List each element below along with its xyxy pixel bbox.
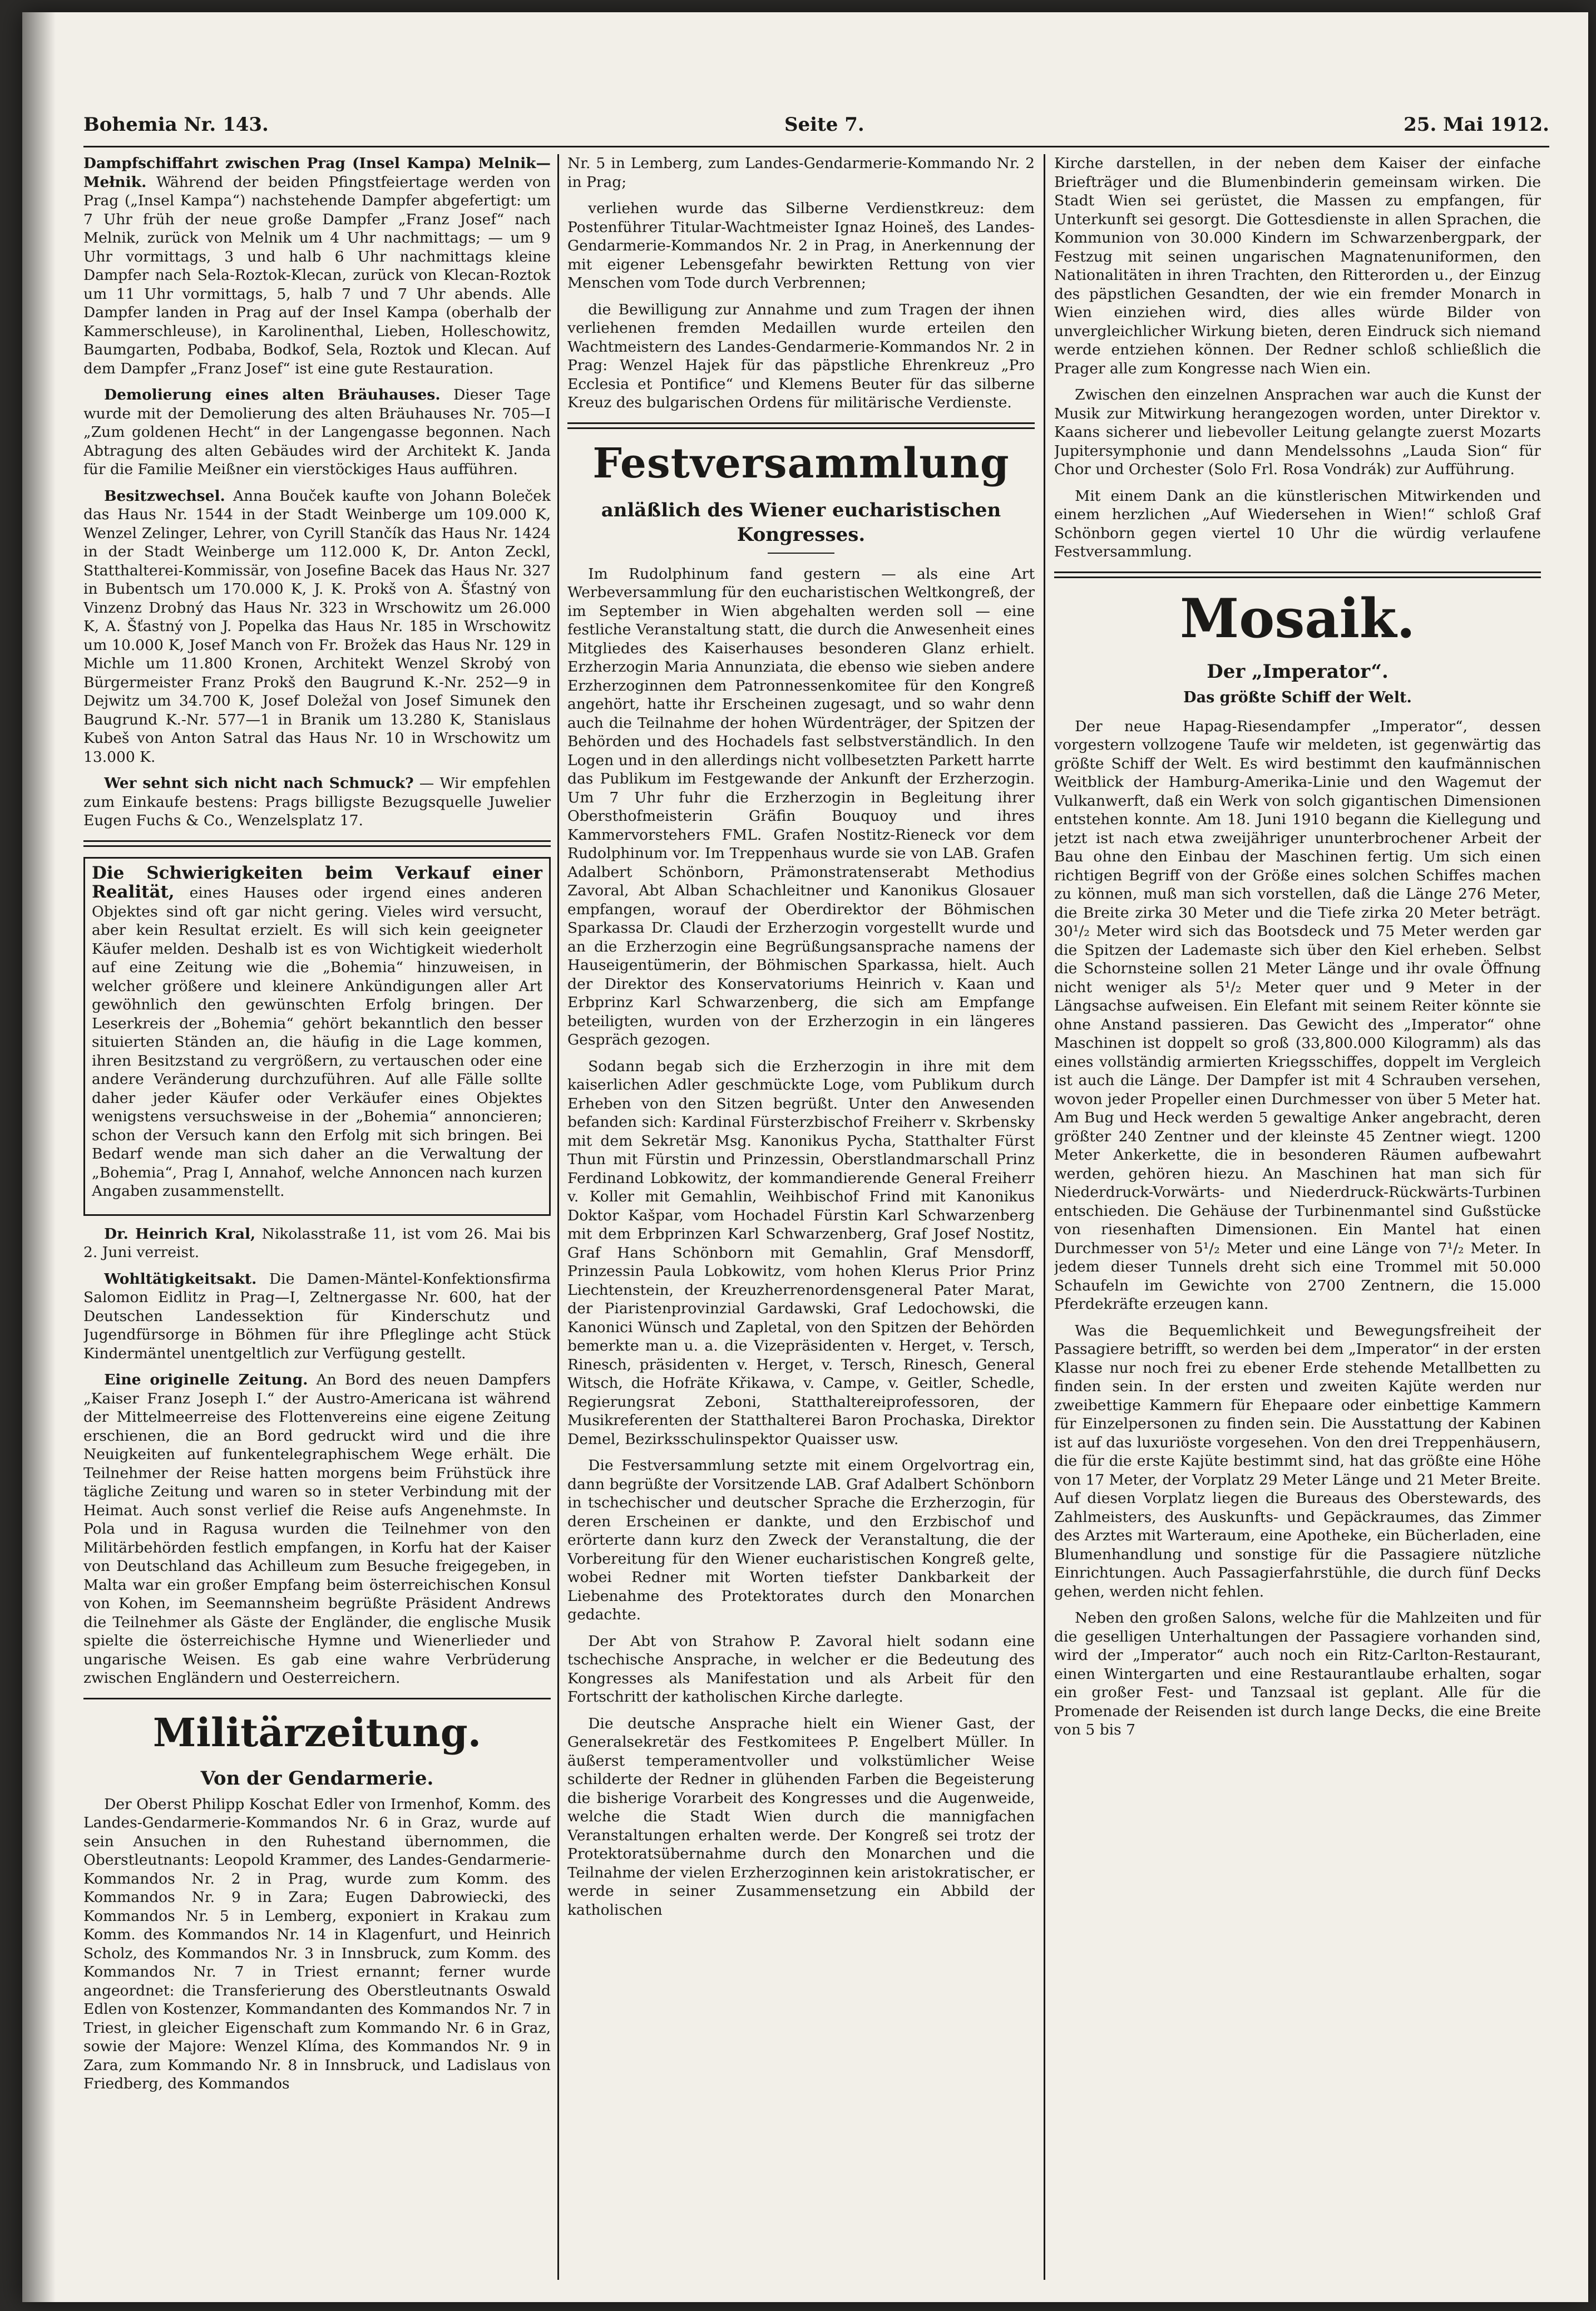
subheading-kongress: anläßlich des Wiener eucharistischen Kongresses.	[601, 499, 1001, 546]
section-heading-militaerzeitung: Militärzeitung.	[152, 1709, 482, 1756]
article-festversammlung: Sodann begab sich die Erzherzogin in ihre mit dem kaiserlichen Adler geschmückte Loge, vom Publikum durch Erheben von den Sitzen begrüßt. Unter den Anwesenden befanden sich: Kardinal Fürsterzbischof Freiherr v. Skrbensky mit dem Sekretär Msg. Kanonikus Pycha, Statthalter Fürst Thun mit Fürstin und Prinzessin, Oberstlandmarschall Prinz Ferdinand Lobkowitz, der kommandierende General Freiherr v. Koller mit Gemahlin, Weihbischof Frind mit Kanonikus Doktor Kašpar, vom Hochadel Fürstin Karl Schwarzenberg mit dem Erbprinzen Karl Schwarzenberg, Graf Josef Nostitz, Graf Hans Schönborn mit Gemahlin, Graf Mensdorff, Prinzessin Paula Lobkowitz, vom hohen Klerus Prior Prinz Liechtenstein, der Kreuzherrenordensgeneral Pater Marat, der Piaristenprovinzial Gardawski, Graf Ledochowski, die Kanonici Wünsch und Zapletal, von den Spitzen der Behörden bemerkte man u. a. die Vizepräsidenten v. Herget, v. Tersch, Rinesch, präsidenten v. Herget, v. Tersch, Rinesch, General Witsch, die Hofräte Křikawa, v. Campe, v. Geitler, Schedle, Regierungsrat Zeboni, Statthaltereiprofessoren, der Musikreferenten der Statthalterei Baron Prochaska, Direktor Demel, Bezirksschulinspektor Quaisser usw.	[567, 1057, 1035, 1448]
column-1	[83, 154, 551, 2280]
article-gendarmerie: Der Oberst Philipp Koschat Edler von Irmenhof, Komm. des Landes-Gendarmerie-Kommandos Nr. 6 in Graz, wurde auf sein Ansuchen in den Ruhestand übernommen, die Oberstleutnants: Leopold Krammer, des Landes-Gendarmerie-Kommandos Nr. 2 in Prag, wurde zum Komm. des Kommandos Nr. 9 in Zara; Eugen Dabrowiecki, des Kommandos Nr. 5 in Lemberg, exponiert in Krakau zum Komm. des Kommandos Nr. 14 in Klagenfurt, und Heinrich Scholz, des Kommandos Nr. 3 in Innsbruck, zum Komm. des Kommandos Nr. 7 in Triest ernannt; ferner wurde angeordnet: die Transferierung des Oberstleutnants Oswald Edlen von Kostenzer, Kommandanten des Kommandos Nr. 7 in Triest, in gleicher Eigenschaft zum Kommando Nr. 6 in Graz, sowie der Majore: Wenzel Klíma, des Kommandos Nr. 9 in Zara, zum Kommando Nr. 8 in Innsbruck, und Ladislaus von Friedberg, des Kommandos	[83, 1795, 551, 2092]
divider	[1054, 571, 1541, 578]
article-imperator: Neben den großen Salons, welche für die Mahlzeiten und für die geselligen Unterhaltungen der Passagiere vorhanden sind, wird der „Imperator“ auch noch ein Ritz-Carlton-Restaurant, einen Wintergarten und eine Restaurantlaube erhalten, sogar ein großer Fest- und Tanzsaal ist geplant. Alle für die Promenade der Reisenden ist durch lange Decks, die eine Breite von 5 bis 7	[1054, 1609, 1541, 1738]
article-originelle-zeitung: Eine originelle Zeitung. An Bord des neuen Dampfers „Kaiser Franz Joseph I.“ der Austro-Americana ist während der Mittelmeerreise des Flottenvereins eine eigene Zeitung erschienen, die an Bord gedruckt wird und die ihre Neuigkeiten auf funkentelegraphischem Wege erhält. Die Teilnehmer der Reise hatten morgens beim Frühstück ihre tägliche Zeitung und waren so in steter Verbindung mit der Heimat. Auch sonst verlief die Reise aufs Angenehmste. In Pola und in Ragusa wurden die Teilnehmer von den Militärbehörden festlich empfangen, in Korfu hat der Kaiser von Deutschland das Achilleum zum Besuche freigegeben, in Malta war ein großer Empfang beim österreichischen Konsul von Kohen, im Seemannsheim begrüßte Präsident Andrews die Teilnehmer als Gäste der Engländer, die englische Musik spielte die österreichische Hymne und Wienerlieder und ungarische Weisen. Es gab eine wahre Verbrüderung zwischen Engländern und Oesterreichern.	[83, 1371, 551, 1687]
column-3	[1054, 154, 1541, 2280]
article-besitzwechsel: Besitzwechsel. Anna Bouček kaufte von Johann Boleček das Haus Nr. 1544 in der Stadt Weinberge um 109.000 K, Wenzel Zelinger, Lehrer, von Cyrill Stančík das Haus Nr. 1424 in der Stadt Weinberge um 112.000 K, Dr. Anton Zeckl, Statthalterei-Kommissär, von Josefine Bacek das Haus Nr. 327 in Bubentsch um 170.000 K, J. K. Prokš von A. Šťastný von Vinzenz Drobný das Haus Nr. 323 in Wrschowitz um 26.000 K, A. Šťastný von J. Popelka das Haus Nr. 185 in Wrschowitz um 10.000 K, Josef Manch von Fr. Brožek das Haus Nr. 129 in Michle um 11.800 Kronen, Architekt Wenzel Skrobý von Bürgermeister Franz Prokš den Baugrund K.-Nr. 252—9 in Dejwitz um 34.700 K, Josef Doležal von Josef Simunek den Baugrund K.-Nr. 577—1 in Branik um 13.280 K, Stanislaus Kubeš von Anton Satral das Haus Nr. 10 in Wrschowitz um 13.000 K.	[83, 487, 551, 766]
article-festversammlung-cont: Kirche darstellen, in der neben dem Kaiser der einfache Briefträger und die Blumenbinderin gemeinsam wirken. Die Stadt Wien sei gerüstet, die Massen zu empfangen, für Unterkunft sei gesorgt. Die Gottesdienste in allen Sprachen, die Kommunion von 30.000 Kindern im Schwarzenbergpark, der Festzug mit seinen ungarischen Magnatenuniformen, den Nationalitäten in ihren Trachten, den Ritterorden u., der Einzug des päpstlichen Gesandten, der wie ein fremder Monarch in Wien einziehen wird, dies alles würde Bilder von unvergleichlicher Wirkung bieten, deren Eindruck sich niemand werde entziehen können. Der Redner schloß schließlich die Prager alle zum Kongresse nach Wien ein.	[1054, 155, 1541, 377]
article-imperator: Der neue Hapag-Riesendampfer „Imperator“, dessen vorgestern vollzogene Taufe wir meldeten, ist gegenwärtig das größte Schiff der Welt. Es wird bestimmt den kaufmännischen Weitblick der Hamburg-Amerika-Linie und den Wagemut der Vulkanwerft, daß ein Werk von solch gigantischen Dimensionen entstehen konnte. Am 18. Juni 1910 begann die Kiellegung und jetzt ist nach etwa zweijähriger ununterbrochener Arbeit der Bau ohne den Einbau der Maschinen fertig. Um sich einen richtigen Begriff von der Größe eines solchen Schiffes machen zu können, muß man sich vorstellen, daß die Länge 276 Meter, die Breite zirka 30 Meter und die Tiefe zirka 20 Meter beträgt. 30¹/₂ Meter wird sich das Bootsdeck und 75 Meter werden gar die Spitzen der Lademaste sich über den Kiel erheben. Selbst die Schornsteine sollen 21 Meter Länge und ihr ovale Öffnung nicht weniger als 5¹/₂ Meter quer und 9 Meter in der Längsachse aufweisen. Ein Elefant mit seinem Reiter könnte sie ohne Anstand passieren. Das Gewicht des „Imperator“ ohne Maschinen ist doppelt so groß (33,800.000 Kilogramm) als das eines vollständig armierten Kriegsschiffes, doppelt im Vergleich ist auch die Länge. Der Dampfer ist mit 4 Schrauben versehen, wovon jeder Propeller einen Durchmesser von über 5 Meter hat. Am Bug und Heck werden 5 gewaltige Anker angebracht, deren größter 240 Zentner und der kleinste 45 Zentner wiegt. 1200 Meter Ankerkette, die in besonderen Räumen aufbewahrt werden, gehören hiezu. An Maschinen hat man sich für Niederdruck-Vorwärts- und Niederdruck-Rückwärts-Turbinen entschieden. Die Gehäuse der Turbinenmantel sind Gußstücke von riesenhaften Dimensionen. Ein Mantel hat einen Durchmesser von 5¹/₂ Meter und eine Länge von 7¹/₂ Meter. In jedem dieser Tunnels dreht sich eine Trommel mit 50.000 Schaufeln im Gewichte von 2700 Zentnern, die 15.000 Pferdekräfte erzeugen kann.	[1054, 717, 1541, 1313]
article-imperator: Was die Bequemlichkeit und Bewegungsfreiheit der Passagiere betrifft, so werden bei dem „Imperator“ in der ersten Klasse nur noch frei zu ebener Erde stehende Metallbetten zu finden sein. In der ersten und zweiten Kajüte werden nur zweibettige Kammern für Ehepaare oder einbettige Kammern für Einzelpersonen zu finden sein. Die Ausstattung der Kabinen ist auf das luxuriöste vorgesehen. Von den drei Treppenhäusern, die für die erste Kajüte bestimmt sind, hat das größte eine Höhe von 17 Meter, der Vorplatz 29 Meter Länge und 21 Meter Breite. Auf diesen Vorplatz liegen die Bureaus des Oberstewards, des Zahlmeisters, des Auskunfts- und Gepäckraumes, das Zimmer des Arztes mit Warteraum, eine Apotheke, ein Bücherladen, eine Blumenhandlung und sonstige für die Passagiere nützliche Einrichtungen. Auch Passagierfahrstühle, die durch fünf Decks gehen, werden nicht fehlen.	[1054, 1322, 1541, 1600]
article-gendarmerie-cont: die Bewilligung zur Annahme und zum Tragen der ihnen verliehenen fremden Medaillen wurde erteilen den Wachtmeistern des Landes-Gendarmerie-Kommandos Nr. 2 in Prag: Wenzel Hajek für das päpstliche Ehrenkreuz „Pro Ecclesia et Pontifice“ und Klemens Beuter für das silberne Kreuz des bulgarischen Ordens für militärische Verdienste.	[567, 300, 1035, 411]
section-heading-mosaik: Mosaik.	[1180, 587, 1415, 650]
article-festversammlung: Der Abt von Strahow P. Zavoral hielt sodann eine tschechische Ansprache, in welcher er die Bedeutung des Kongresses als Manifestation und als Arbeit für den Fortschritt der katholischen Kirche darlegte.	[567, 1632, 1035, 1706]
divider	[567, 422, 1035, 429]
divider	[768, 553, 834, 554]
notice-dr-kral: Dr. Heinrich Kral, Nikolasstraße 11, ist vom 26. Mai bis 2. Juni verreist.	[83, 1225, 551, 1261]
header-date: 25. Mai 1912.	[1404, 114, 1549, 136]
header-left: Bohemia Nr. 143.	[83, 114, 269, 136]
column-rule-1	[557, 154, 559, 2280]
header-page-number: Seite 7.	[784, 114, 864, 136]
divider	[83, 840, 551, 847]
subheading-gendarmerie: Von der Gendarmerie.	[200, 1767, 434, 1790]
article-festversammlung: Die Festversammlung setzte mit einem Orgelvortrag ein, dann begrüßte der Vorsitzende LAB. Graf Adalbert Schönborn in tschechischer und deutscher Sprache die Erzherzogin, für deren Erscheinen er dankte, und den Erzbischof und erörterte dann kurz den Zweck der Veranstaltung, die der Vorbereitung für den Wiener eucharistischen Kongreß gelte, wobei Redner mit Worten tiefster Dankbarkeit der Liebenahme des Protektorates durch den Monarchen gedachte.	[567, 1457, 1035, 1623]
article-gendarmerie-cont: Nr. 5 in Lemberg, zum Landes-Gendarmerie-Kommando Nr. 2 in Prag;	[567, 155, 1035, 191]
column-2	[567, 154, 1035, 2280]
subheading-groesstes-schiff: Das größte Schiff der Welt.	[1183, 688, 1412, 706]
article-demolierung: Demolierung eines alten Bräuhauses. Dieser Tage wurde mit der Demolierung des alten Bräuhauses Nr. 705—I „Zum goldenen Hecht“ in der Langengasse begonnen. Nach Abtragung des alten Gebäudes wird der Architekt K. Janda für die Familie Meißner ein vierstöckiges Haus aufführen.	[83, 386, 551, 478]
subheading-imperator: Der „Imperator“.	[1207, 660, 1389, 683]
article-festversammlung-cont: Zwischen den einzelnen Ansprachen war auch die Kunst der Musik zur Mitwirkung herangezogen worden, unter Direktor v. Kaans sicherer und liebevoller Leitung gelangte zuerst Mozarts Jupitersymphonie und dann Mendelssohns „Lauda Sion“ für Chor und Orchester (Solo Frl. Rosa Vondrák) zur Aufführung.	[1054, 386, 1541, 478]
newspaper-page	[22, 12, 1588, 2302]
article-dampfschiffahrt: Dampfschiffahrt zwischen Prag (Insel Kampa) Melnik—Mełnik. Während der beiden Pfingstfeiertage werden von Prag („Insel Kampa“) nachstehende Dampfer abgefertigt: um 7 Uhr früh der neue große Dampfer „Franz Josef“ nach Melnik, zurück von Melnik um 4 Uhr nachmittags; — um 9 Uhr vormittags, 3 und halb 6 Uhr nachmittags kleine Dampfer nach Sela-Roztok-Klecan, zurück von Klecan-Roztok um 11 Uhr vormittags, 5, halb 7 und 7 Uhr abends. Alle Dampfer landen in Prag auf der Insel Kampa (oberhalb der Kammerschleuse), in Karolinenthal, Lieben, Holleschowitz, Baumgarten, Podbaba, Bodkof, Sela, Roztok und Klecan. Auf dem Dampfer „Franz Josef“ ist eine gute Restauration.	[83, 155, 551, 377]
article-festversammlung: Die deutsche Ansprache hielt ein Wiener Gast, der Generalsekretär des Festkomitees P. Engelbert Müller. In äußerst temperamentvoller und volkstümlicher Weise schilderte der Redner in glühenden Farben die Begeisterung die bisherige Vorarbeit des Kongresses und die Augenweide, welche die Stadt Wien durch die mannigfachen Veranstaltungen erhalten werde. Der Kongreß sei trotz der Protektoratsübernahme durch den Monarchen und die Teilnahme der vielen Erzherzoginnen kein aristokratischer, er werde in seiner Zusammensetzung ein Abbild der katholischen	[567, 1714, 1035, 1919]
section-heading-festversammlung: Festversammlung	[592, 439, 1010, 487]
column-rule-2	[1044, 154, 1045, 2280]
advertisement-schmuck: Wer sehnt sich nicht nach Schmuck? — Wir empfehlen zum Einkaufe bestens: Prags billigste Bezugsquelle Juwelier Eugen Fuchs & Co., Wenzelsplatz 17.	[83, 775, 551, 829]
article-festversammlung-cont: Mit einem Dank an die künstlerischen Mitwirkenden und einem herzlichen „Auf Wiedersehen in Wien!“ schloß Graf Schönborn gegen viertel 10 Uhr die würdig verlaufene Festversammlung.	[1054, 487, 1541, 560]
article-festversammlung: Im Rudolphinum fand gestern — als eine Art Werbeversammlung für den eucharistischen Weltkongreß, der im September in Wien abgehalten werden soll — eine festliche Veranstaltung statt, die durch die Anwesenheit eines Mitgliedes des Kaiserhauses besonderen Glanz erhielt. Erzherzogin Maria Annunziata, die ebenso wie sieben andere Erzherzoginnen dem Patronnessenkomitee für den Kongreß angehört, hatte ihr Erscheinen zugesagt, und so wahr denn auch die Teilnahme der hohen Würdenträger, der Spitzen der Behörden und des Hochadels fast selbstverständlich. In den Logen und in den allerdings nicht vollbesetzten Parkett harrte das Publikum im Festgewande der Ankunft der Erzherzogin. Um 7 Uhr fuhr die Erzherzogin in Begleitung ihrer Obersthofmeisterin Gräfin Bouquoy und ihres Kammervorstehers FML. Grafen Nostitz-Rieneck vor dem Rudolphinum vor. Im Treppenhaus wurde sie von LAB. Grafen Adalbert Schönborn, Prämonstratenserabt Methodius Zavoral, Abt Alban Schachleitner und Kanonikus Glosauer empfangen, worauf der Oberdirektor der Böhmischen Sparkassa Dr. Claudi der Erzherzogin vorgestellt wurde und an die Erzherzogin eine Begrüßungsansprache namens der Hauseigentümerin, der Böhmischen Sparkassa, hielt. Auch der Direktor des Konservatoriums Heinrich v. Kaan und Erbprinz Karl Schwarzenberg, die sich am Empfange beteiligten, wurden von der Erzherzogin in ein längeres Gespräch gezogen.	[567, 565, 1035, 1048]
article-wohltaetigkeit: Wohltätigkeitsakt. Die Damen-Mäntel-Konfektionsfirma Salomon Eidlitz in Prag—I, Zeltnergasse Nr. 600, hat der Deutschen Landessektion für Kinderschutz und Jugendfürsorge in Böhmen für ihre Pfleglinge acht Stück Kindermäntel unentgeltlich zur Verfügung gestellt.	[83, 1270, 551, 1362]
advertisement-bohemia: Die Schwierigkeiten beim Verkauf einer Realität, eines Hauses oder irgend eines anderen Objektes sind oft gar nicht gering. Vieles wird versucht, aber kein Resultat erzielt. Es will sich kein geeigneter Käufer melden. Deshalb ist es von Wichtigkeit wiederholt auf eine Zeitung wie die „Bohemia“ hinzuweisen, in welcher größere und kleinere Ankündigungen aller Art gewöhnlich den gewünschten Erfolg bringen. Der Leserkreis der „Bohemia“ gehört bekanntlich den besser situierten Ständen an, die häufig in die Lage kommen, ihren Besitzstand zu vergrößern, zu vertauschen oder eine andere Veränderung durchzuführen. Auf alle Fälle sollte daher jeder Käufer oder Verkäufer eines Objektes wenigstens versuchsweise in der „Bohemia“ annoncieren; schon der Versuch kann den Erfolg mit sich bringen. Bei Bedarf wende man sich daher an die Verwaltung der „Bohemia“, Prag I, Annahof, welche Annoncen nach kurzen Angaben zusammenstellt.	[83, 857, 551, 1216]
page-header	[83, 107, 1549, 147]
article-gendarmerie-cont: verliehen wurde das Silberne Verdienstkreuz: dem Postenführer Titular-Wachtmeister Ignaz Hoineš, des Landes-Gendarmerie-Kommandos Nr. 2 in Prag, in Anerkennung der mit eigener Lebensgefahr bewirkten Rettung von vier Menschen vom Tode durch Verbrennen;	[567, 200, 1035, 292]
divider	[83, 1698, 551, 1699]
